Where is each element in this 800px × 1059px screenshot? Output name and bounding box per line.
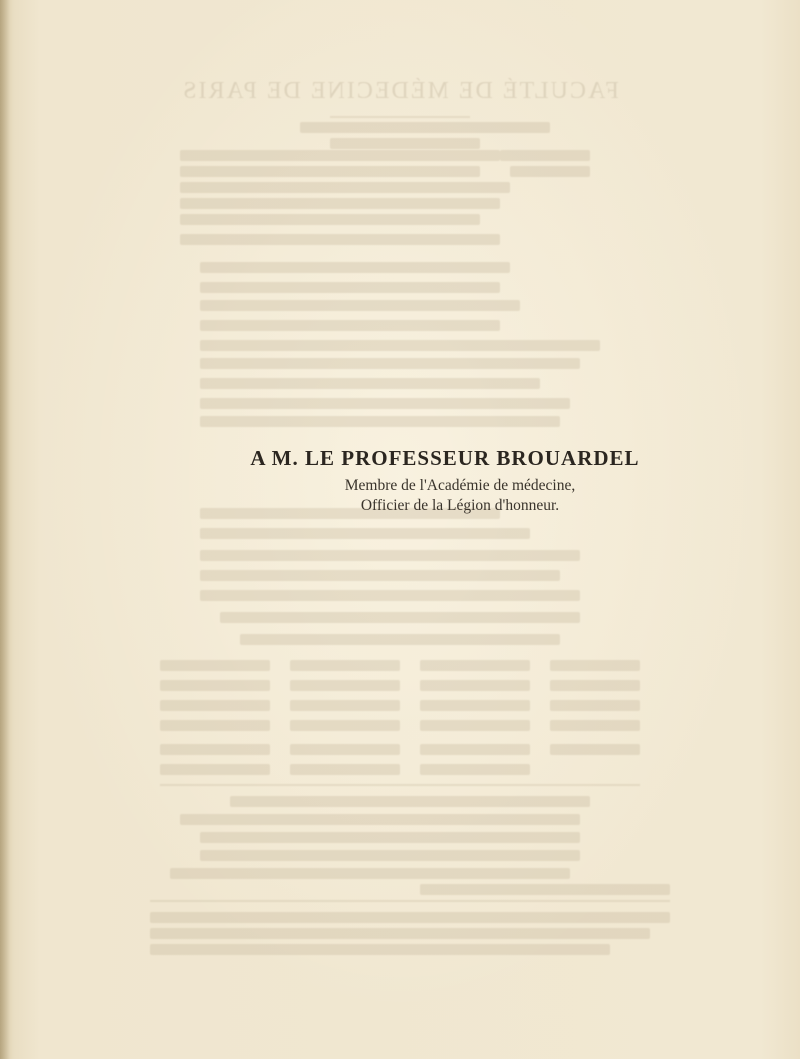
dedication-line-academy: Membre de l'Académie de médecine, [344,477,576,494]
bleed-through-heading: FACULTÉ DE MÉDECINE DE PARIS [181,78,619,104]
dedication-block [0,446,800,515]
dedication-title: A M. LE PROFESSEUR BROUARDEL [250,446,640,470]
dedication-line-legion: Officier de la Légion d'honneur. [360,497,560,514]
